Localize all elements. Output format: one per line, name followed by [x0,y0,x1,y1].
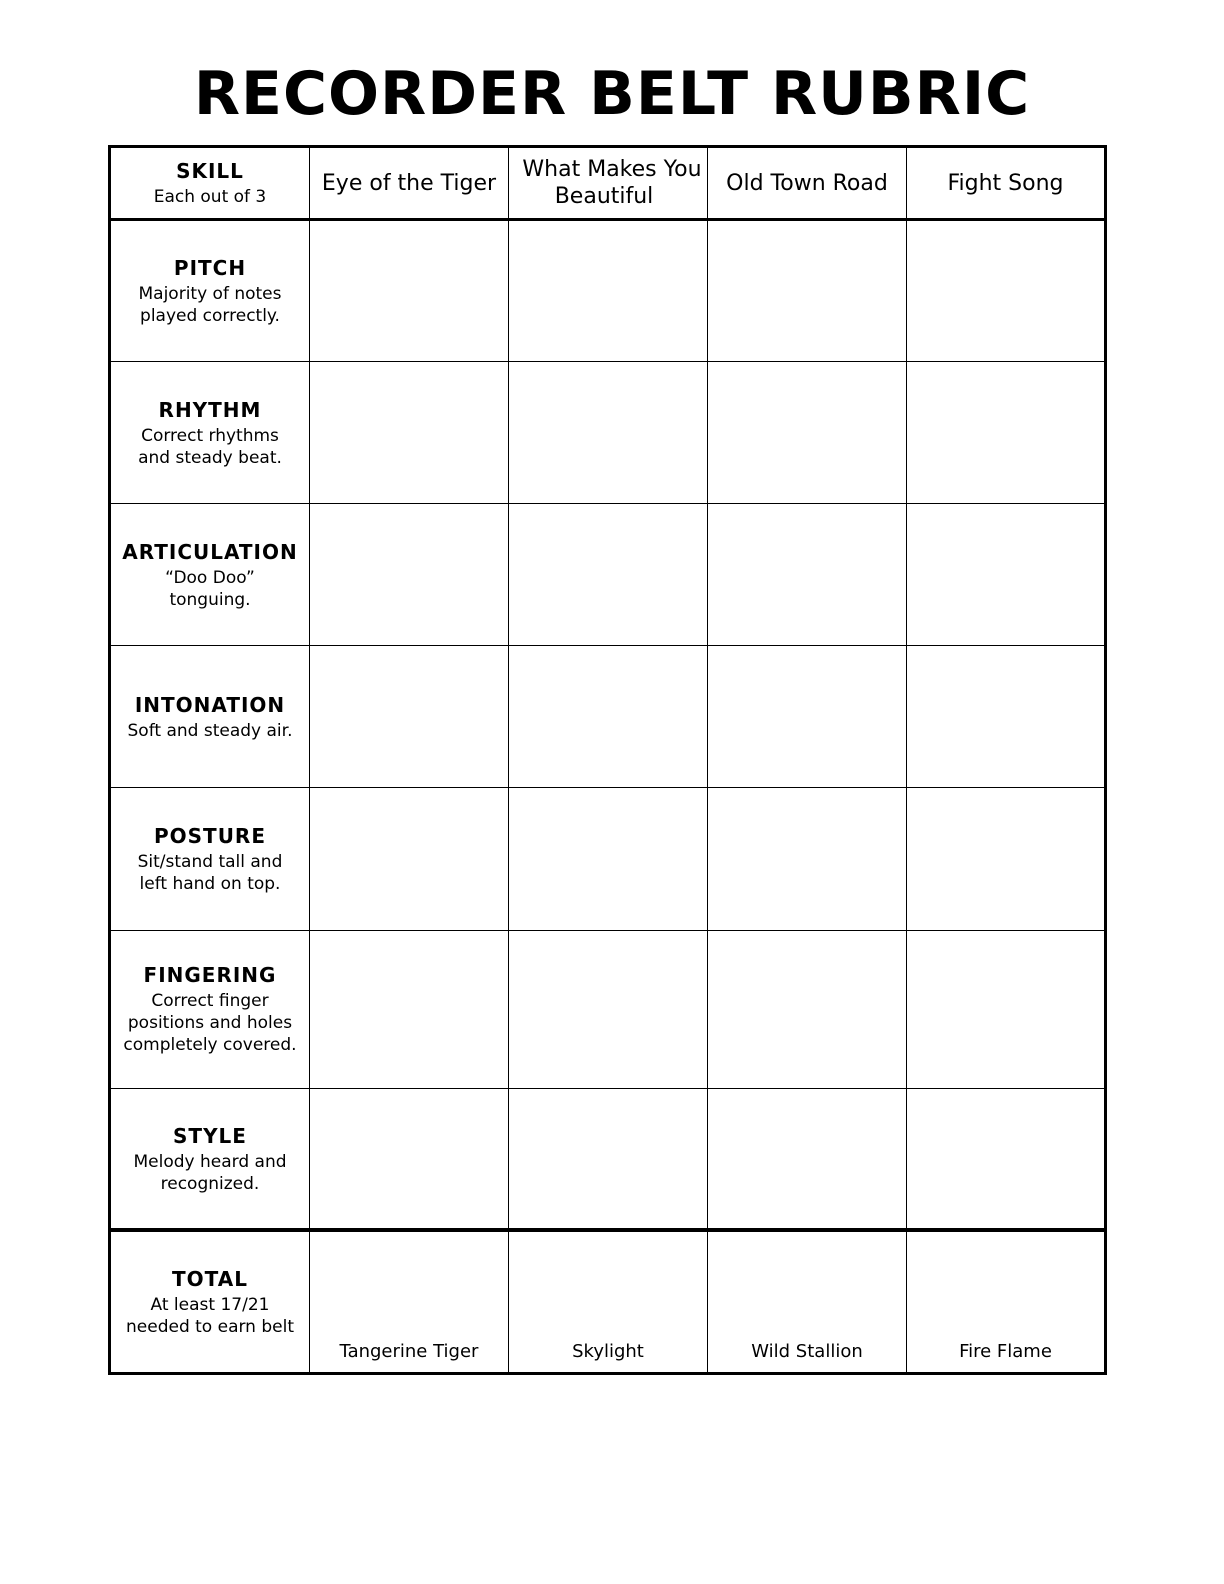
song-header-cell [708,147,907,220]
score-cell[interactable] [310,646,509,788]
score-cell[interactable] [509,362,708,504]
skill-cell [110,504,310,646]
skill-name: ARTICULATION [122,539,298,564]
skill-cell [110,646,310,788]
skill-name: RHYTHM [158,397,262,422]
score-cell[interactable] [907,220,1106,362]
skill-desc: Correct finger positions and holes completely covered. [123,991,297,1056]
skill-row-style [110,1088,1106,1230]
skill-header-sub: Each out of 3 [153,187,267,208]
score-cell[interactable] [310,504,509,646]
skill-header-label: SKILL [176,159,244,184]
skill-desc: Majority of notes played correctly. [138,284,282,327]
skill-cell [110,930,310,1088]
skill-row-pitch [110,220,1106,362]
skill-desc: Correct rhythms and steady beat. [138,425,282,468]
total-score-cell[interactable] [509,1230,708,1373]
score-cell[interactable] [907,646,1106,788]
skill-row-articulation [110,504,1106,646]
total-score-cell[interactable] [310,1230,509,1373]
score-cell[interactable] [708,788,907,930]
total-score-cell[interactable] [907,1230,1106,1373]
rubric-table [108,145,1107,1375]
skill-row-rhythm [110,362,1106,504]
page-title: RECORDER BELT RUBRIC [193,59,1031,129]
song-title: Eye of the Tiger [321,170,497,196]
skill-cell [110,1088,310,1230]
skill-header-cell [110,147,310,220]
song-header-cell [310,147,509,220]
skill-desc: “Doo Doo” tonguing. [165,567,255,610]
song-header-cell [509,147,708,220]
skill-row-intonation [110,646,1106,788]
skill-desc: Sit/stand tall and left hand on top. [137,852,283,895]
header-row [110,147,1106,220]
score-cell[interactable] [509,1088,708,1230]
song-title: Old Town Road [726,170,888,196]
score-cell[interactable] [509,220,708,362]
score-cell[interactable] [907,788,1106,930]
skill-desc: Melody heard and recognized. [133,1151,287,1194]
skill-name: POSTURE [153,824,266,849]
song-title: What Makes You Beautiful [522,157,702,210]
skill-cell [110,220,310,362]
skill-desc: Soft and steady air. [127,720,293,741]
total-score-cell[interactable] [708,1230,907,1373]
skill-name: PITCH [173,256,247,281]
skill-name: FINGERING [143,963,277,988]
total-label-cell [110,1230,310,1373]
belt-name: Fire Flame [959,1341,1052,1362]
skill-row-posture [110,788,1106,930]
score-cell[interactable] [509,788,708,930]
skill-row-fingering [110,930,1106,1088]
score-cell[interactable] [509,646,708,788]
song-header-cell [907,147,1106,220]
score-cell[interactable] [708,504,907,646]
score-cell[interactable] [907,930,1106,1088]
skill-cell [110,788,310,930]
belt-name: Tangerine Tiger [339,1341,479,1362]
total-desc: At least 17/21 needed to earn belt [126,1295,294,1338]
score-cell[interactable] [310,362,509,504]
skill-name: INTONATION [134,692,286,717]
total-row [110,1230,1106,1373]
skill-name: STYLE [173,1123,247,1148]
score-cell[interactable] [708,930,907,1088]
total-label: TOTAL [172,1267,248,1292]
score-cell[interactable] [708,220,907,362]
score-cell[interactable] [310,930,509,1088]
belt-name: Skylight [572,1341,644,1362]
score-cell[interactable] [907,1088,1106,1230]
score-cell[interactable] [708,646,907,788]
song-title: Fight Song [947,170,1064,196]
score-cell[interactable] [907,362,1106,504]
score-cell[interactable] [310,1088,509,1230]
score-cell[interactable] [509,504,708,646]
skill-cell [110,362,310,504]
score-cell[interactable] [509,930,708,1088]
score-cell[interactable] [708,1088,907,1230]
score-cell[interactable] [708,362,907,504]
score-cell[interactable] [310,788,509,930]
score-cell[interactable] [310,220,509,362]
score-cell[interactable] [907,504,1106,646]
belt-name: Wild Stallion [751,1341,863,1362]
